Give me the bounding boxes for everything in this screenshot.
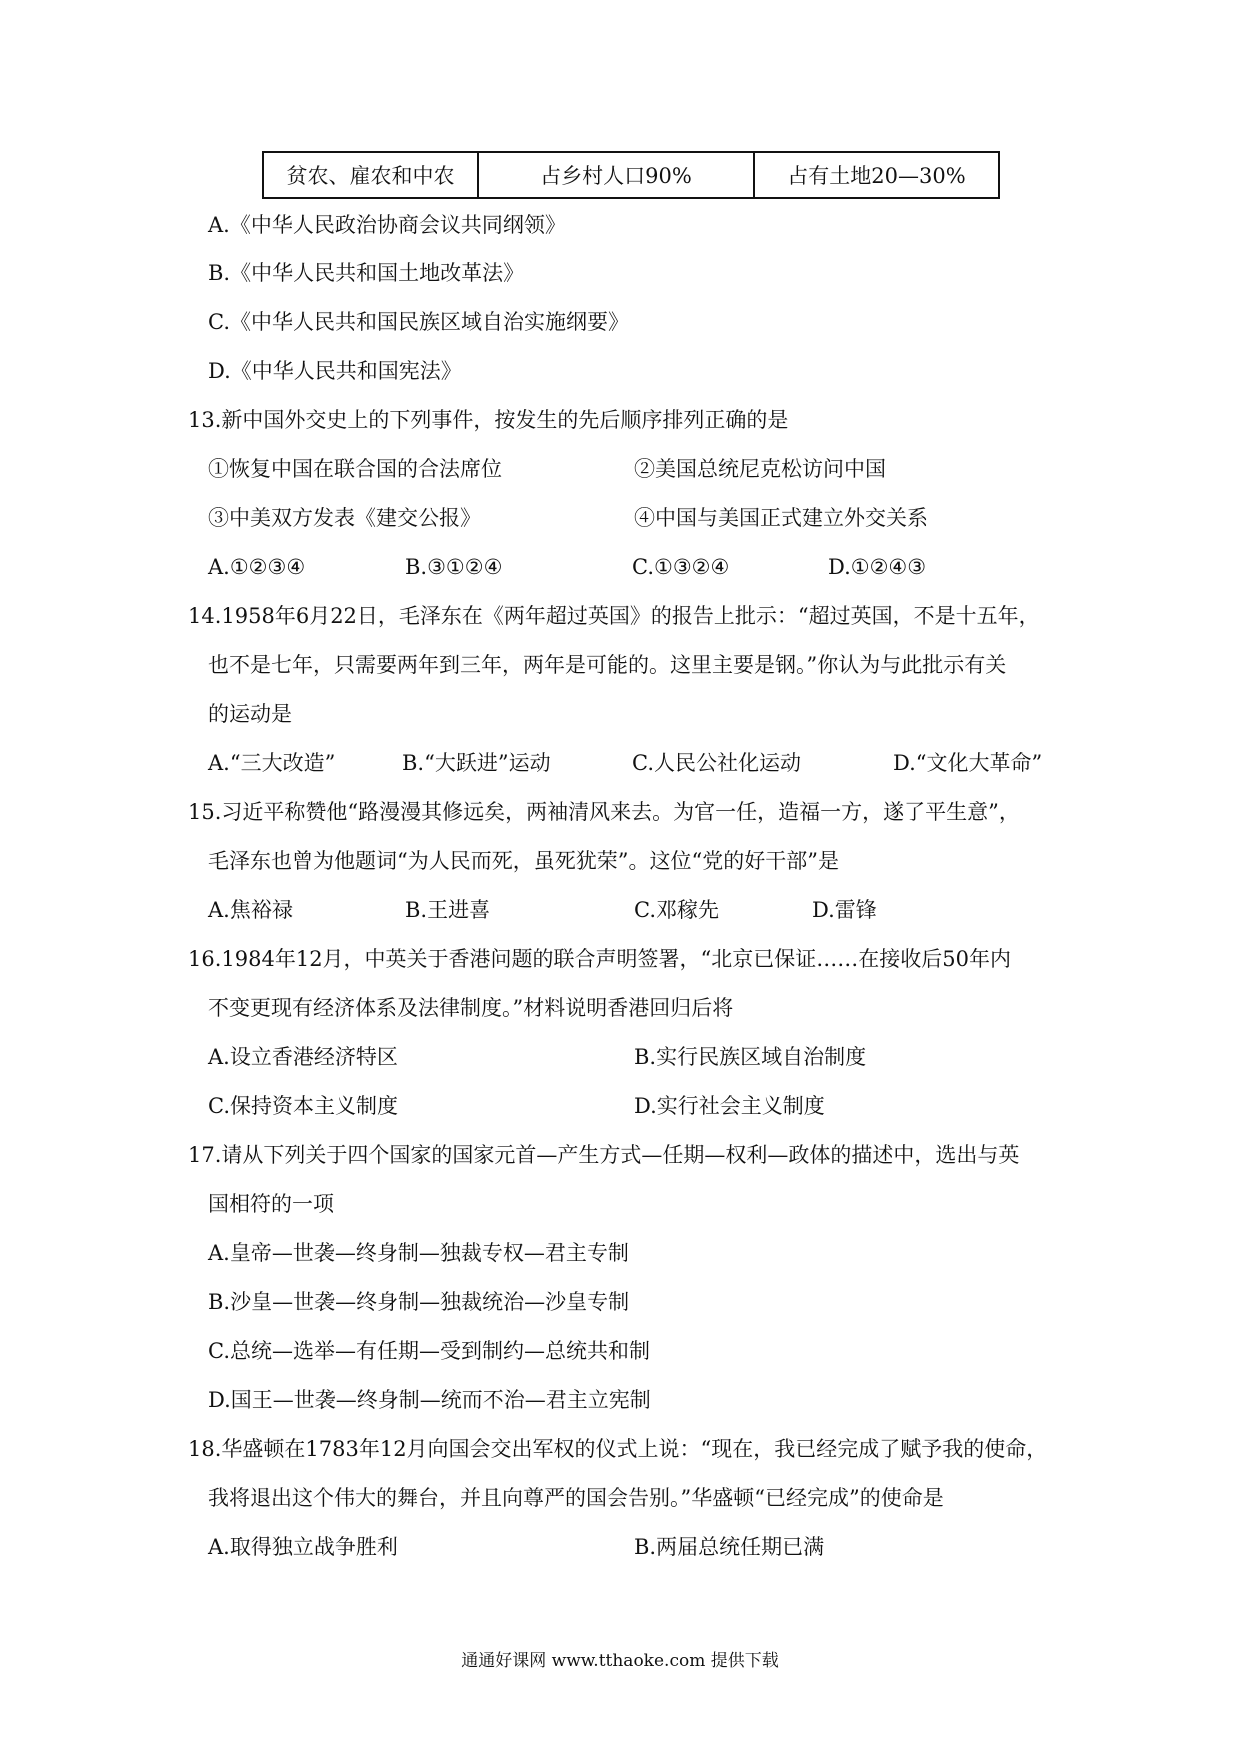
q13-item-2: ②美国总统尼克松访问中国 [634, 457, 886, 481]
q13-item-4: ④中国与美国正式建立外交关系 [634, 506, 928, 530]
q17-stem-line2: 国相符的一项 [208, 1192, 334, 1216]
q17-option-d: D.国王—世袭—终身制—统而不治—君主立宪制 [208, 1388, 651, 1412]
q18-option-b: B.两届总统任期已满 [634, 1535, 825, 1559]
q14-stem-line2: 也不是七年，只需要两年到三年，两年是可能的。这里主要是钢。”你认为与此批示有关 [208, 653, 1007, 677]
q17-option-a: A.皇帝—世袭—终身制—独裁专权—君主专制 [208, 1241, 629, 1265]
q13-option-c: C.①③②④ [632, 555, 730, 579]
q12-option-b: B.《中华人民共和国土地改革法》 [208, 261, 525, 285]
q15-option-b: B.王进喜 [405, 898, 491, 922]
q16-stem-line1: 16.1984年12月，中英关于香港问题的联合声明签署，“北京已保证……在接收后50年内 [188, 947, 1012, 971]
q17-option-c: C.总统—选举—有任期—受到制约—总统共和制 [208, 1339, 650, 1363]
q13-item-1: ①恢复中国在联合国的合法席位 [208, 457, 502, 481]
q16-option-a: A.设立香港经济特区 [208, 1045, 398, 1069]
q16-stem-line2: 不变更现有经济体系及法律制度。”材料说明香港回归后将 [208, 996, 734, 1020]
q15-option-d: D.雷锋 [812, 898, 877, 922]
q13-option-a: A.①②③④ [208, 555, 306, 579]
q16-option-d: D.实行社会主义制度 [634, 1094, 825, 1118]
q13-stem: 13.新中国外交史上的下列事件，按发生的先后顺序排列正确的是 [188, 408, 789, 432]
land-table [262, 151, 1000, 199]
q18-stem-line1: 18.华盛顿在1783年12月向国会交出军权的仪式上说：“现在，我已经完成了赋予我的使命， [188, 1437, 1048, 1461]
q14-option-d: D.“文化大革命” [893, 751, 1043, 775]
q18-option-a: A.取得独立战争胜利 [208, 1535, 398, 1559]
q17-stem-line1: 17.请从下列关于四个国家的国家元首—产生方式—任期—权利—政体的描述中，选出与英 [188, 1143, 1020, 1167]
q14-option-a: A.“三大改造” [208, 751, 336, 775]
q14-stem-line3: 的运动是 [208, 702, 292, 726]
q15-option-c: C.邓稼先 [634, 898, 719, 922]
q18-stem-line2: 我将退出这个伟大的舞台，并且向尊严的国会告别。”华盛顿“已经完成”的使命是 [208, 1486, 944, 1510]
q15-stem-line1: 15.习近平称赞他“路漫漫其修远矣，两袖清风来去。为官一任，造福一方，遂了平生意”， [188, 800, 1020, 824]
q12-option-a: A.《中华人民政治协商会议共同纲领》 [208, 213, 566, 237]
q15-option-a: A.焦裕禄 [208, 898, 293, 922]
q13-item-3: ③中美双方发表《建交公报》 [208, 506, 481, 530]
q14-option-c: C.人民公社化运动 [632, 751, 801, 775]
q14-option-b: B.“大跃进”运动 [402, 751, 551, 775]
q17-option-b: B.沙皇—世袭—终身制—独裁统治—沙皇专制 [208, 1290, 630, 1314]
table-cell: 贫农、雇农和中农 [263, 152, 478, 198]
table-cell: 占乡村人口90% [478, 152, 754, 198]
q14-stem-line1: 14.1958年6月22日，毛泽东在《两年超过英国》的报告上批示：“超过英国，不是十五年， [188, 604, 1040, 628]
q13-option-d: D.①②④③ [828, 555, 927, 579]
table-cell: 占有土地20—30% [754, 152, 999, 198]
q12-option-d: D.《中华人民共和国宪法》 [208, 359, 462, 383]
q13-option-b: B.③①②④ [405, 555, 503, 579]
page-footer: 通通好课网 www.tthaoke.com 提供下载 [461, 1651, 779, 1671]
q16-option-c: C.保持资本主义制度 [208, 1094, 398, 1118]
q12-option-c: C.《中华人民共和国民族区域自治实施纲要》 [208, 310, 629, 334]
q16-option-b: B.实行民族区域自治制度 [634, 1045, 867, 1069]
q15-stem-line2: 毛泽东也曾为他题词“为人民而死，虽死犹荣”。这位“党的好干部”是 [208, 849, 839, 873]
table-row [263, 152, 999, 198]
